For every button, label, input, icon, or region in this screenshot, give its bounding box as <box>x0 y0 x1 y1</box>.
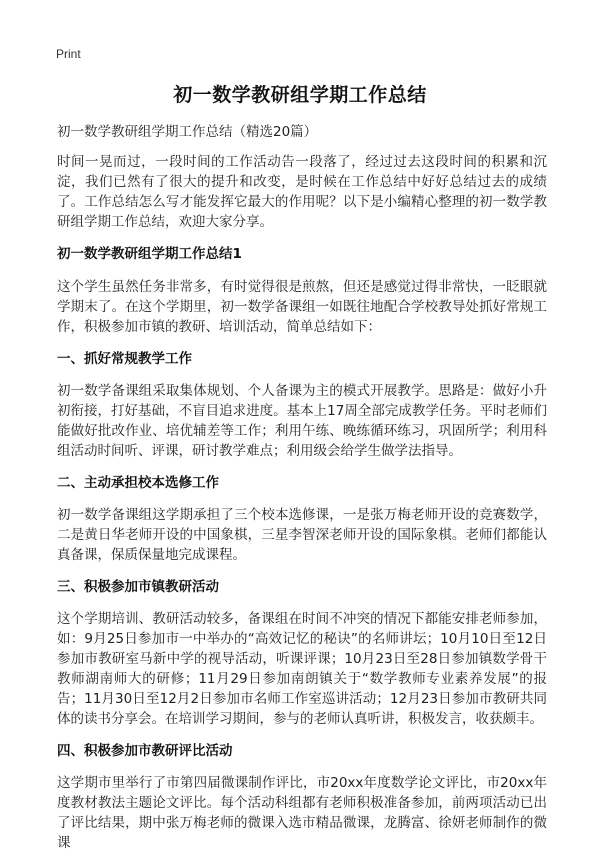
part-2-heading: 二、主动承担校本选修工作 <box>57 475 219 491</box>
document-title: 初一数学教研组学期工作总结 <box>173 84 427 106</box>
part-1-body: 初一数学备课组采取集体规划、个人备课为主的模式开展教学。思路是：做好小升初衔接，打好基础，不盲目追求进度。基本上17周全部完成教学任务。平时老师们能做好批改作业、培优辅差等工作；利用午练、晚练循环练习，巩固所学；利用科组活动时间听、评课，研讨教学难点；利用级会给学生做学法指导。 <box>57 383 547 459</box>
document-body <box>57 122 547 853</box>
part-3-heading: 三、积极参加市镇教研活动 <box>57 579 219 595</box>
section-1-intro: 这个学生虽然任务非常多，有时觉得很是煎熬，但还是感觉过得非常快，一眨眼就学期末了。在这个学期里，初一数学备课组一如既往地配合学校教导处抓好常规工作，积极参加市镇的教研、培训活动，简单总结如下： <box>57 279 547 335</box>
section-1-heading: 初一数学教研组学期工作总结1 <box>57 246 242 262</box>
document-subtitle: 初一数学教研组学期工作总结（精选20篇） <box>57 124 318 140</box>
print-link[interactable]: Print <box>56 47 81 61</box>
part-1-heading: 一、抓好常规教学工作 <box>57 351 192 367</box>
part-2-body: 初一数学备课组这学期承担了三个校本选修课，一是张万梅老师开设的竞赛数学，二是黄日华老师开设的中国象棋，三星李智深老师开设的国际象棋。老师们都能认真备课，保质保量地完成课程。 <box>57 507 547 563</box>
part-3-body: 这个学期培训、教研活动较多，备课组在时间不冲突的情况下都能安排老师参加，如：9月25日参加市一中举办的“高效记忆的秘诀”的名师讲坛；10月10日至12日参加市教研室马新中学的视导活动，听课评课；10月23日至28日参加镇数学骨干教师湖南师大的研修；11月29日参加南朗镇关于“数学教师专业素养发展”的报告；11月30日至12月2日参加市名师工作室巡讲活动；12月23日参加市教研共同体的读书分享会。在培训学习期间，参与的老师认真听讲，积极发言，收获颇丰。 <box>57 611 547 727</box>
part-4-body: 这学期市里举行了市第四届微课制作评比，市20xx年度数学论文评比，市20xx年度教材教法主题论文评比。每个活动科组都有老师积极准备参加，前两项活动已出了评比结果，期中张万梅老师的微课入选市精品微课，龙腾富、徐妍老师制作的微课 <box>57 775 547 851</box>
intro-paragraph: 时间一晃而过，一段时间的工作活动告一段落了，经过过去这段时间的积累和沉淀，我们已然有了很大的提升和改变，是时候在工作总结中好好总结过去的成绩了。工作总结怎么写才能发挥它最大的作用呢？以下是小编精心整理的初一数学教研组学期工作总结，欢迎大家分享。 <box>57 154 547 230</box>
part-4-heading: 四、积极参加市教研评比活动 <box>57 743 233 759</box>
